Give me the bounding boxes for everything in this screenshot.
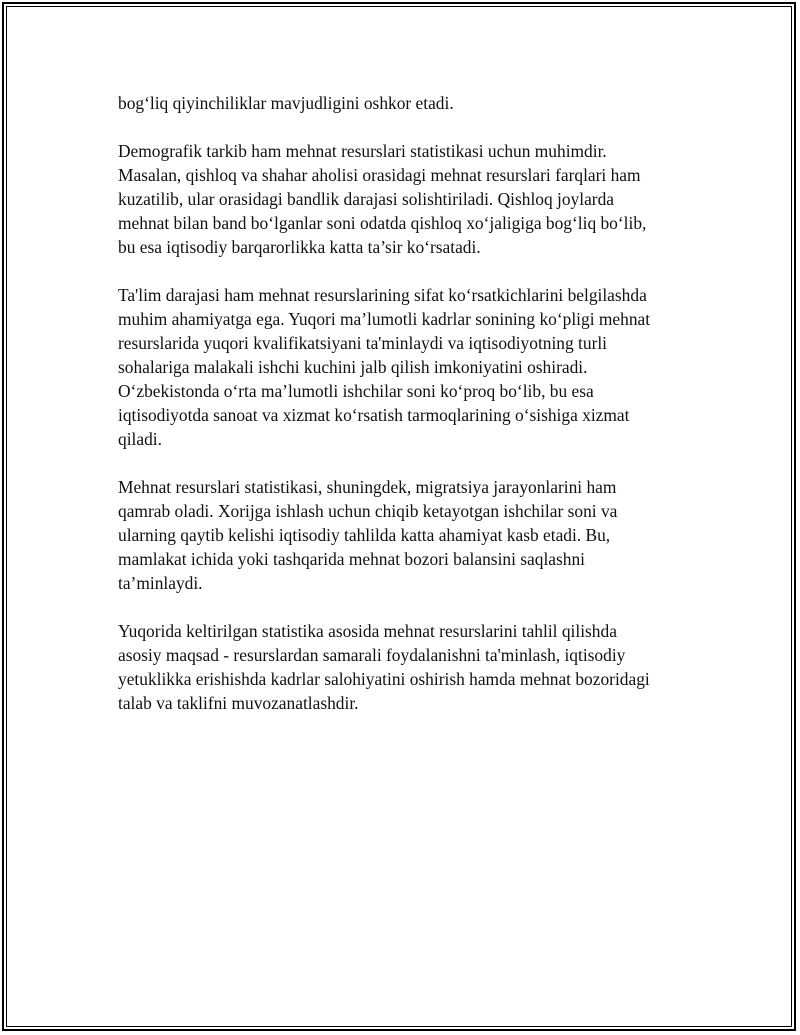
paragraph: bog‘liq qiyinchiliklar mavjudligini oshkor etadi. [118,93,454,113]
paragraph: Ta'lim darajasi ham mehnat resurslarining sifat ko‘rsatkichlarini belgilashda muhim ahamiyatga ega. Yuqori ma’lumotli kadrlar sonining ko‘pligi mehnat resurslarida yuqori kvalifikatsiyani ta'minlaydi va iqtisodiyotning turli sohalariga malakali ishchi kuchini jalb qilish imkoniyatini oshiradi. O‘zbekistonda o‘rta ma’lumotli ishchilar soni ko‘proq bo‘lib, bu esa iqtisodiyotda sanoat va xizmat ko‘rsatish tarmoqlarining o‘sishiga xizmat qiladi. [118,285,651,449]
document-body [118,91,698,739]
paragraph: Demografik tarkib ham mehnat resurslari statistikasi uchun muhimdir. Masalan, qishloq va shahar aholisi orasidagi mehnat resurslari farqlari ham kuzatilib, ular orasidagi bandlik darajasi solishtiriladi. Qishloq joylarda mehnat bilan band bo‘lganlar soni odatda qishloq xo‘jaligiga bog‘liq bo‘lib, bu esa iqtisodiy barqarorlikka katta ta’sir ko‘rsatadi. [118,141,647,257]
paragraph: Yuqorida keltirilgan statistika asosida mehnat resurslarini tahlil qilishda asosiy maqsad - resurslardan samarali foydalanishni ta'minlash, iqtisodiy yetuklikka erishishda kadrlar salohiyatini oshirish hamda mehnat bozoridagi talab va taklifni muvozanatlashdir. [118,621,650,713]
paragraph: Mehnat resurslari statistikasi, shuningdek, migratsiya jarayonlarini ham qamrab oladi. Xorijga ishlash uchun chiqib ketayotgan ishchilar soni va ularning qaytib kelishi iqtisodiy tahlilda katta ahamiyat kasb etadi. Bu, mamlakat ichida yoki tashqarida mehnat bozori balansini saqlashni ta’minlaydi. [118,477,618,593]
